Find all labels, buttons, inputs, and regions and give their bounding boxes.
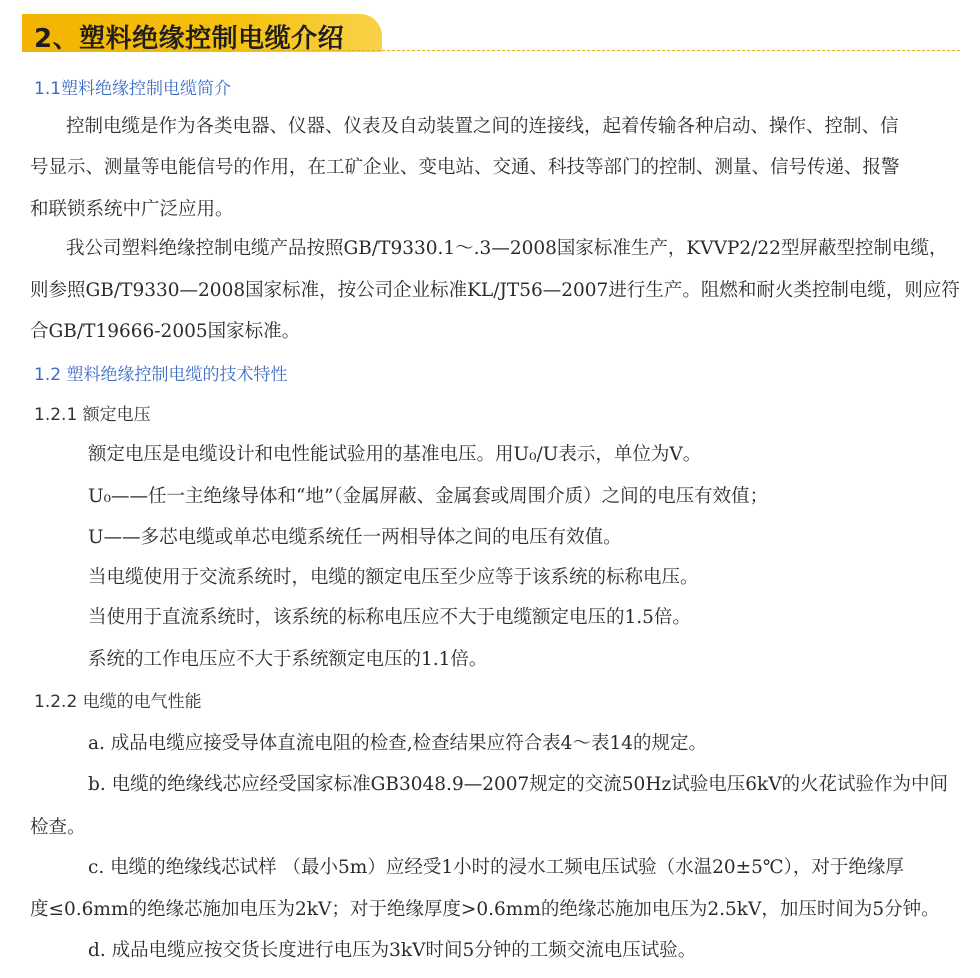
section-heading-1-2-2: 1.2.2 电缆的电气性能 <box>34 692 202 712</box>
paragraph-line: U——多芯电缆或单芯电缆系统任一两相导体之间的电压有效值。 <box>88 527 622 548</box>
paragraph-line: 当电缆使用于交流系统时，电缆的额定电压至少应等于该系统的标称电压。 <box>88 567 699 588</box>
list-item-c: c. 电缆的绝缘线芯试样 （最小5m）应经受1小时的浸水工频电压试验（水温20±5℃），对于绝缘厚 <box>88 857 904 878</box>
paragraph-line: 和联锁系统中广泛应用。 <box>30 199 234 220</box>
paragraph-line: 额定电压是电缆设计和电性能试验用的基准电压。用U₀/U表示，单位为V。 <box>88 444 702 465</box>
paragraph-line: 则参照GB/T9330—2008国家标准，按公司企业标准KL/JT56—2007进行生产。阻燃和耐火类控制电缆，则应符 <box>30 280 960 301</box>
section-heading-1-2: 1.2 塑料绝缘控制电缆的技术特性 <box>34 365 288 385</box>
page-title: 2、塑料绝缘控制电缆介绍 <box>34 24 345 54</box>
list-item-d: d. 成品电缆应按交货长度进行电压为3kV时间5分钟的工频交流电压试验。 <box>88 940 697 961</box>
list-item-b-continuation: 检查。 <box>30 817 86 838</box>
paragraph-line: 合GB/T19666-2005国家标准。 <box>30 321 301 342</box>
paragraph-line: 当使用于直流系统时，该系统的标称电压应不大于电缆额定电压的1.5倍。 <box>88 607 691 628</box>
paragraph-line: 系统的工作电压应不大于系统额定电压的1.1倍。 <box>88 649 488 670</box>
section-heading-1-2-1: 1.2.1 额定电压 <box>34 405 151 425</box>
list-item-b: b. 电缆的绝缘线芯应经受国家标准GB3048.9—2007规定的交流50Hz试验电压6kV的火花试验作为中间 <box>88 774 949 795</box>
paragraph-line: 我公司塑料绝缘控制电缆产品按照GB/T9330.1～.3—2008国家标准生产，KVVP2/22型屏蔽型控制电缆， <box>66 238 948 259</box>
paragraph-line: 号显示、测量等电能信号的作用，在工矿企业、变电站、交通、科技等部门的控制、测量、信号传递、报警 <box>30 157 900 178</box>
section-heading-1-1: 1.1塑料绝缘控制电缆简介 <box>34 79 232 99</box>
paragraph-line: U₀——任一主绝缘导体和“地”（金属屏蔽、金属套或周围介质）之间的电压有效值； <box>88 486 769 507</box>
list-item-c-continuation: 度≤0.6mm的绝缘芯施加电压为2kV；对于绝缘厚度>0.6mm的绝缘芯施加电压为2.5kV，加压时间为5分钟。 <box>30 899 940 920</box>
list-item-a: a. 成品电缆应接受导体直流电阻的检查,检查结果应符合表4～表14的规定。 <box>88 733 707 754</box>
paragraph-line: 控制电缆是作为各类电器、仪器、仪表及自动装置之间的连接线，起着传输各种启动、操作、控制、信 <box>66 116 899 137</box>
